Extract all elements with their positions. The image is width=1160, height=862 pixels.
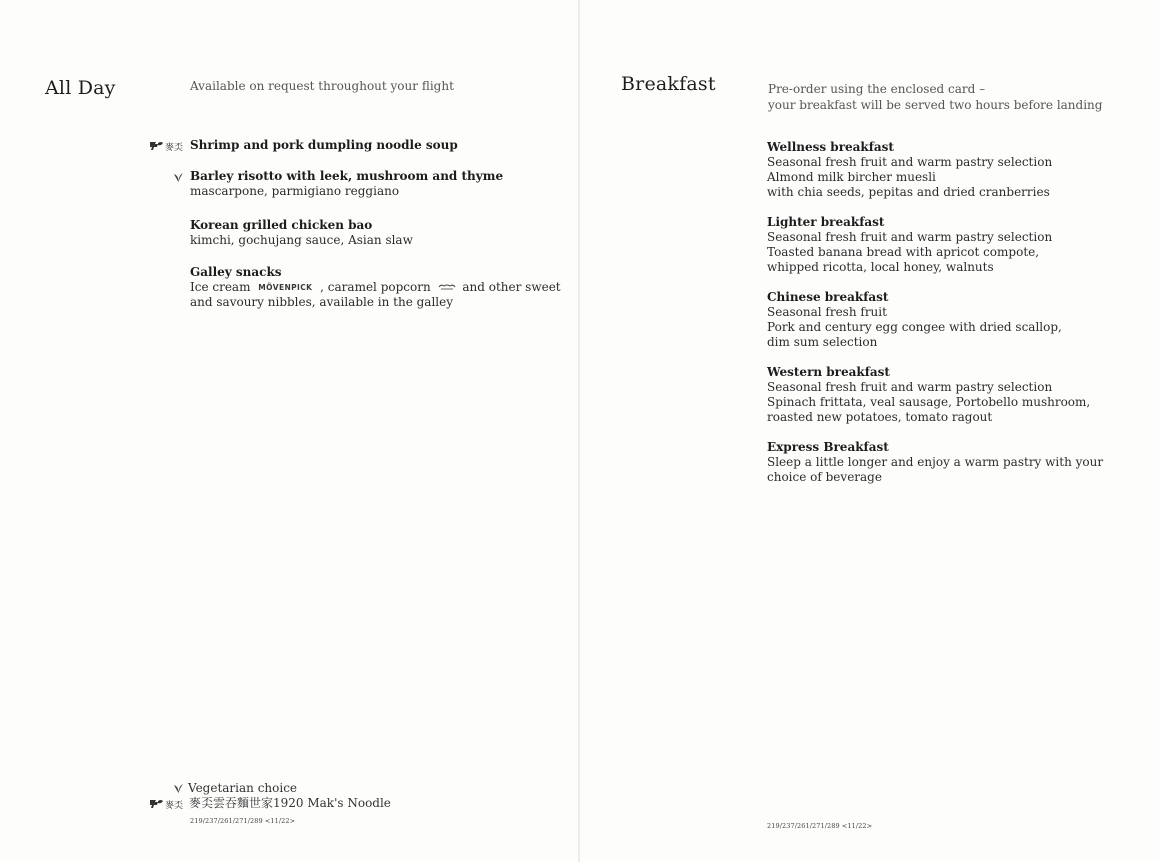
all-day-title: All Day	[45, 77, 116, 99]
item-name: Shrimp and pork dumpling noodle soup	[190, 138, 458, 152]
breakfast-subtitle-line2: your breakfast will be served two hours before landing	[768, 98, 1103, 112]
item-name: Barley risotto with leek, mushroom and thyme	[190, 169, 504, 183]
movenpick-logo: MÖVENPICK	[258, 283, 313, 292]
maks-noodle-logo-icon	[149, 798, 185, 810]
breakfast-subtitle	[768, 81, 1102, 113]
item-line: Toasted banana bread with apricot compote,	[767, 245, 1040, 259]
item-name: Galley snacks	[190, 265, 282, 279]
desc-popcorn: , caramel popcorn	[320, 280, 431, 294]
item-name: Korean grilled chicken bao	[190, 218, 373, 232]
item-name: Wellness breakfast	[767, 140, 894, 154]
legend	[149, 781, 391, 811]
breakfast-item-western	[767, 365, 1090, 425]
svg-text:麥奀: 麥奀	[165, 143, 184, 152]
all-day-subtitle: Available on request throughout your flight	[190, 79, 454, 93]
item-line: Spinach frittata, veal sausage, Portobello mushroom,	[767, 395, 1091, 409]
item-line: Sleep a little longer and enjoy a warm pastry with your	[767, 455, 1104, 469]
legend-vegetarian-label: Vegetarian choice	[188, 781, 298, 795]
breakfast-item-express	[767, 440, 1103, 485]
legend-maks-label: 麥奀雲吞麵世家1920 Mak's Noodle	[189, 796, 391, 810]
svg-text:麥奀: 麥奀	[165, 800, 184, 810]
leaf-icon	[173, 783, 184, 794]
item-name: Western breakfast	[767, 365, 890, 379]
breakfast-item-wellness	[767, 140, 1052, 200]
menu-item-barley-risotto	[190, 169, 503, 199]
item-line: Seasonal fresh fruit and warm pastry selection	[767, 380, 1053, 394]
breakfast-title: Breakfast	[621, 73, 716, 95]
item-name: Express Breakfast	[767, 440, 889, 454]
maks-noodle-logo-icon	[149, 140, 185, 152]
leaf-icon	[173, 172, 184, 183]
item-line: Seasonal fresh fruit and warm pastry selection	[767, 155, 1053, 169]
menu-item-dumpling-soup	[190, 138, 458, 153]
menu-code: 219/237/261/271/289 <11/22>	[190, 817, 296, 825]
item-description: mascarpone, parmigiano reggiano	[190, 184, 400, 198]
right-page	[580, 0, 1160, 862]
item-description	[190, 280, 561, 295]
item-line: whipped ricotta, local honey, walnuts	[767, 260, 994, 274]
popcorn-brand-logo-icon	[438, 283, 456, 291]
item-line: Seasonal fresh fruit	[767, 305, 887, 319]
menu-item-chicken-bao	[190, 218, 413, 248]
item-line: dim sum selection	[767, 335, 878, 349]
item-description-line2: and savoury nibbles, available in the galley	[190, 295, 454, 309]
item-name: Lighter breakfast	[767, 215, 885, 229]
item-description: kimchi, gochujang sauce, Asian slaw	[190, 233, 413, 247]
desc-ice-cream: Ice cream	[190, 280, 251, 294]
item-line: with chia seeds, pepitas and dried cranberries	[767, 185, 1050, 199]
legend-maks	[149, 796, 391, 811]
desc-other-sweet: and other sweet	[462, 280, 561, 294]
breakfast-subtitle-line1: Pre-order using the enclosed card –	[768, 82, 986, 96]
breakfast-item-lighter	[767, 215, 1052, 275]
item-line: Pork and century egg congee with dried scallop,	[767, 320, 1062, 334]
legend-vegetarian	[149, 781, 391, 796]
menu-item-galley-snacks	[190, 265, 561, 310]
item-line: Seasonal fresh fruit and warm pastry selection	[767, 230, 1053, 244]
item-line: choice of beverage	[767, 470, 882, 484]
left-page	[0, 0, 578, 862]
item-line: roasted new potatoes, tomato ragout	[767, 410, 993, 424]
item-line: Almond milk bircher muesli	[767, 170, 936, 184]
breakfast-item-chinese	[767, 290, 1062, 350]
item-name: Chinese breakfast	[767, 290, 889, 304]
menu-code: 219/237/261/271/289 <11/22>	[767, 822, 873, 830]
